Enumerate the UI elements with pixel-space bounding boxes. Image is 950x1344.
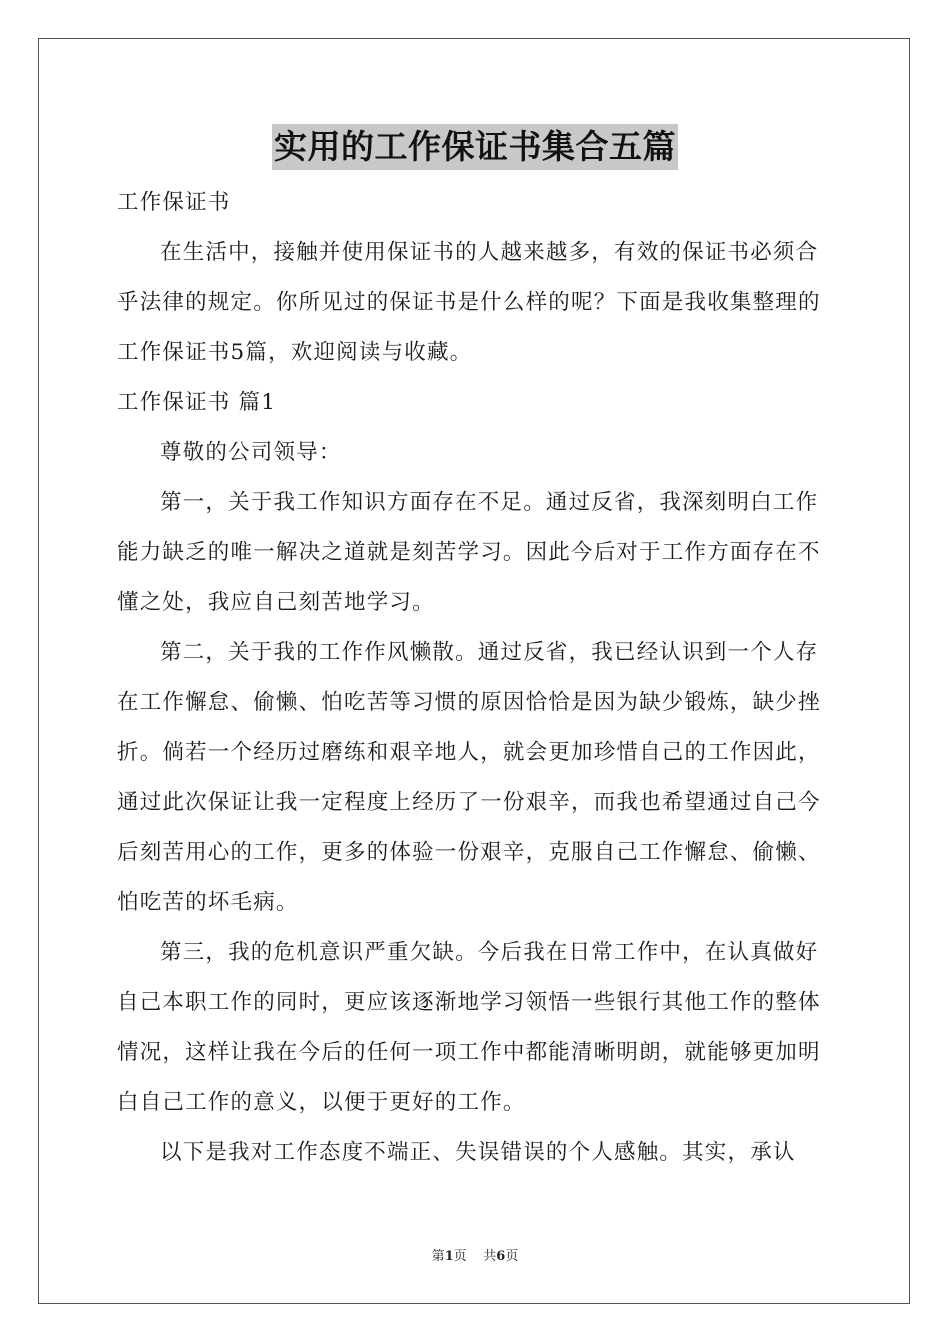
paragraph: 以下是我对工作态度不端正、失误错误的个人感触。其实，承认 (160, 1140, 796, 1165)
paragraph: 尊敬的公司领导： (160, 440, 342, 465)
page-footer (0, 1245, 950, 1264)
paragraph: 第二，关于我的工作作风懒散。通过反省，我已经认识到一个人存在工作懈怠、偷懒、怕吃苦等习惯的原因恰恰是因为缺少锻炼，缺少挫折。倘若一个经历过磨练和艰辛地人，就会更加珍惜自己的工作因此，通过此次保证让我一定程度上经历了一份艰辛，而我也希望通过自己今后刻苦用心的工作，更多的体验一份艰辛，克服自己工作懈怠、偷懒、怕吃苦的坏毛病。 (117, 640, 821, 915)
paragraph: 第三，我的危机意识严重欠缺。今后我在日常工作中，在认真做好自己本职工作的同时，更应该逐渐地学习领悟一些银行其他工作的整体情况，这样让我在今后的任何一项工作中都能清晰明朗，就能够更加明白自己工作的意义，以便于更好的工作。 (117, 940, 821, 1115)
page-prefix: 第 (431, 1249, 445, 1264)
page-current: 1 (444, 1249, 454, 1264)
paragraph: 在生活中，接触并使用保证书的人越来越多，有效的保证书必须合乎法律的规定。你所见过的保证书是什么样的呢？下面是我收集整理的工作保证书5篇，欢迎阅读与收藏。 (117, 240, 821, 365)
document-title: 实用的工作保证书集合五篇 (272, 124, 678, 170)
paragraph: 工作保证书 篇1 (117, 390, 277, 415)
paragraph: 工作保证书 (117, 190, 231, 215)
paragraph: 第一，关于我工作知识方面存在不足。通过反省，我深刻明白工作能力缺乏的唯一解决之道就是刻苦学习。因此今后对于工作方面存在不懂之处，我应自己刻苦地学习。 (117, 490, 821, 615)
page-suffix: 页 (505, 1249, 519, 1264)
page-total: 6 (496, 1249, 506, 1264)
page-mid: 页 共 (453, 1249, 497, 1264)
document-body (117, 178, 833, 1178)
title-container (0, 124, 950, 170)
